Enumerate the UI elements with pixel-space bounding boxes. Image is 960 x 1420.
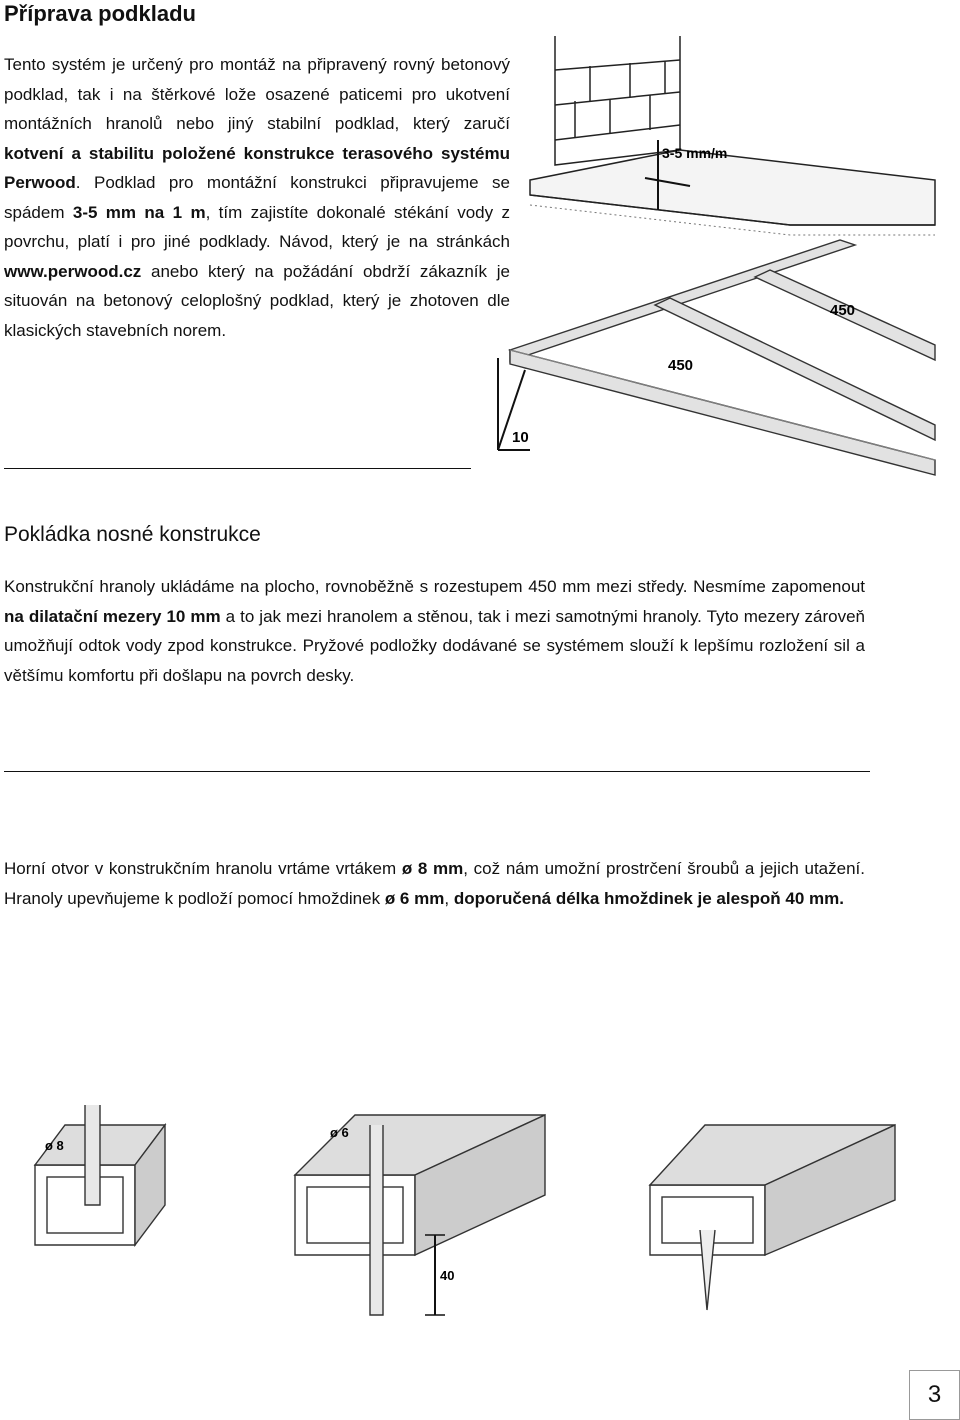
step3-illustration <box>650 1125 895 1310</box>
paragraph-priprava: Tento systém je určený pro montáž na připravený rovný betonový podklad, tak i na štěrkové lože osazené paticemi pro ukotvení montážních hranolů nebo jiný stabilní podklad, který zaručí kotvení a stabilitu položené konstrukce terasového systému Perwood. Podklad pro montážní konstrukci připravujeme se spádem 3-5 mm na 1 m, tím zajistíte dokonalé stékání vody z povrchu, platí i pro jiné podklady. Návod, který je na stránkách www.perwood.cz anebo který na požádání obdrží zákazník je situován na betonový celoplošný podklad, který je zhotoven dle klasických stavebních norem. <box>4 55 511 340</box>
dowel-diameter-label: ø 6 <box>330 1125 349 1140</box>
section-title-pokladka: Pokládka nosné konstrukce <box>4 523 261 546</box>
gap-label: 10 <box>512 429 529 446</box>
dowel-depth-label: 40 <box>440 1268 455 1283</box>
divider-line <box>4 771 870 772</box>
dimension-label-b: 450 <box>668 357 694 374</box>
page-number: 3 <box>909 1370 960 1420</box>
section-title-priprava: Příprava podkladu <box>4 1 196 26</box>
frame-profiles <box>510 240 935 475</box>
figure-drilling-steps <box>25 1105 905 1355</box>
slab-illustration <box>530 150 935 235</box>
step1-illustration <box>35 1105 165 1245</box>
paragraph-kotveni: Horní otvor v konstrukčním hranolu vrtáme vrtákem ø 8 mm, což nám umožní prostrčení šroubů a jejich utažení. Hranoly upevňujeme k podloží pomocí hmoždinek ø 6 mm, doporučená délka hmoždinek je alespoň 40 mm. <box>4 859 865 908</box>
divider-line <box>4 468 471 469</box>
step2-illustration <box>295 1115 545 1315</box>
figure-substructure-layout <box>470 30 940 485</box>
dimension-label-a: 450 <box>830 302 856 319</box>
paragraph-pokladka: Konstrukční hranoly ukládáme na plocho, rovnoběžně s rozestupem 450 mm mezi středy. Nesmíme zapomenout na dilatační mezery 10 mm a to jak mezi hranolem a stěnou, tak i mezi samotnými hranoly. Tyto mezery zároveň umožňují odtok vody zpod konstrukce. Pryžové podložky dodávané se systémem slouží k lepšímu rozložení sil a většímu komfortu při došlapu na povrch desky. <box>4 577 865 685</box>
drill-diameter-label: ø 8 <box>45 1138 64 1153</box>
slope-label: 3-5 mm/m <box>662 145 728 161</box>
